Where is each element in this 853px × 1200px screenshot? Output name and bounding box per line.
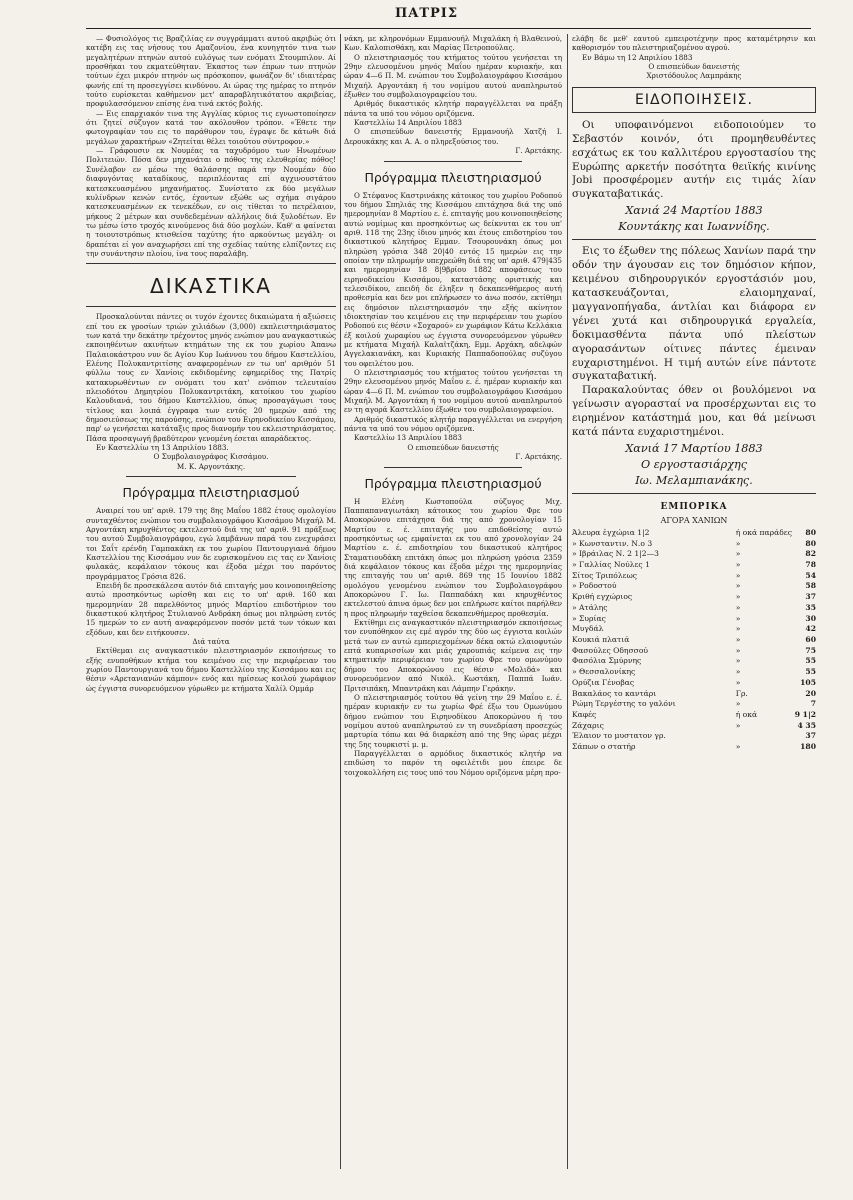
price-item: Κριθή εγχώριος — [572, 592, 633, 602]
auction-date: Καστελλίω 14 Απριλίου 1883 — [354, 118, 462, 128]
price-value: 30 — [805, 613, 816, 623]
auction-continuation: νάκη, με κληρονόμων Εμμανουήλ Μιχαλάκη ή Βλαθεινού, Κων. Καλοπισθάκη, και Μαρίας Πετροπούλας. — [344, 34, 562, 53]
price-unit: » — [735, 624, 741, 634]
price-item: Καφές — [572, 709, 597, 719]
auction-signature: Ο επισπεύδων δανειστής — [648, 62, 740, 72]
price-row — [572, 721, 816, 732]
column-divider — [567, 34, 568, 1169]
price-row — [572, 710, 816, 721]
section-rule — [86, 306, 336, 307]
price-item: Έλαιον το μυστατον γρ. — [572, 731, 666, 741]
auction-continuation: ελάβη δε μεθ' εαυτού εμπειροτέχνην προς καταμέτρησιν και καθορισμόν του πλειστηριαζομένου αγρού. — [572, 34, 816, 53]
section-rule — [126, 476, 296, 477]
price-row — [572, 549, 816, 560]
price-item: » Συρίας — [572, 613, 606, 623]
price-unit: ή οκά — [735, 709, 758, 719]
price-value: 82 — [805, 549, 816, 559]
news-item: — Εις επαρχιακόν τινα της Αγγλίας κύριος τις εγνωστοποίησεν ότι ζητεί σύζυγον κατά τον ακόλουθον τρόπον. «Έθετε την φωτογραφίαν του εις το παράθυρον του, έγραψε δε κάτωθι διά μεγάλων χαρακτήρων «Ζητείται θέλει τοιούτου σύντροφον.» — [86, 108, 336, 146]
price-value: 80 — [805, 527, 816, 537]
price-unit: » — [735, 699, 741, 709]
auction-heading: Πρόγραμμα πλειστηριασμού — [122, 485, 300, 501]
auction-paragraph: Αριθμός δικαστικός κλητήρ παραγγέλλεται να ενεργήση πάντα τα υπό του νόμου οριζόμενα. — [344, 414, 562, 434]
price-item: Ορύζια Γένοβας — [572, 677, 635, 687]
price-unit: Γρ. — [735, 688, 748, 698]
section-heading-notices: ΕΙΔΟΠΟΙΗΣΕΙΣ. — [572, 87, 816, 113]
auction-heading: Πρόγραμμα πλειστηριασμού — [364, 169, 542, 185]
section-heading-emporika: ΕΜΠΟΡΙΚΑ — [660, 501, 728, 512]
price-unit: ή οκά παράδες — [735, 527, 792, 537]
price-value: 55 — [805, 656, 816, 666]
price-item: Μυγδάλ — [572, 624, 604, 634]
price-row — [572, 699, 816, 710]
notice-signature: Ο εργοστασιάρχης — [640, 457, 747, 471]
price-item: Άλευρα ἐγχώρια 1|2 — [572, 527, 650, 537]
section-rule — [572, 239, 816, 240]
price-value: 9 1|2 — [794, 709, 816, 719]
price-item: Ζάχαρις — [572, 720, 604, 730]
price-value: 20 — [805, 688, 816, 698]
section-heading-dikastika: ΔΙΚΑΣΤΙΚΑ — [150, 274, 272, 299]
price-unit: » — [735, 635, 741, 644]
auction-paragraph: Ο Στέφανος Καστρινάκης κάτοικος του χωρίου Ροδοπού του δήμου Σπηλιάς της Κισσάμου επιτάχησα διά της υπό ημερομηνίαν 8 Μαρτίου ε. έ. επιταγής μου κοινοποιηθείσης αυτώ νομίμως και προσηκόντως ως δείκνυται εκ του υπ' αριθ. 118 της 23ης ίδιου μηνός και έτους επιδοτηρίου του δικαστικού κλητήρος Εμμαν. Τσουρουνάκη όπως μοι πληρώση γρόσια 348 20|40 εντός 15 ημερών εις την οποίαν την πληρωμήν υπεχρεώθη διά της υπ' αριθ. 479|435 και ημερομηνίαν 18 8|9βρίου 1882 αποφάσεως του ειρηνοδικείου Κισσάμου, καταστάσης οριστικής και τελεσιδίκου, επειδή δε έληξεν η δεκαπενθήμερος αυτή προθεσμία και δεν μοι επλήρωσεν το άνω ποσόν, εκτίθημι εις δημόσιον πλειστηριασμόν την εξής ακίνητον ιδιοκτησίαν του κειμένου εις την περιφέρειαν του χωρίου Ροδοπού εις θέσιν «Σοχαρού» εν χωράφιον Κάτω Κελλάκια έξ κοιλού χωραφίου ως έγγιστα συνορευόμενον γύρωθεν με κτήματα Μιχαήλ Καλαϊτζάκη, Εμμ. Αρχάκη, αδελφών Αγγελακιανάκη, και Κυριακής Παππαδοπούλας συζύγου του οφειλέτου μου. — [344, 190, 562, 368]
price-row — [572, 603, 816, 614]
price-unit: » — [735, 560, 741, 570]
price-unit: » — [735, 581, 741, 591]
auction-heading: Πρόγραμμα πλειστηριασμού — [364, 475, 542, 491]
auction-paragraph: Επειδή δε προσεκάλεσα αυτόν διά επιταγής μου κοινοποιηθείσης αυτώ προσηκόντως ωρίσθη και εις το υπ' αριθ. 160 και ημερομηνίαν 28 παρελθόντος μηνός Μαρτίου επιδοτήριον του δικαστικού κλητήρος Στυλιανού Ανδράκη όπως μοι πληρώση εντός 15 ημερών το εν αυτή αναφερόμενον ποσόν μετά των τόκων και εξόδων, και δεν ειτήκουσεν. — [86, 580, 336, 637]
price-row — [572, 592, 816, 603]
price-unit: » — [735, 667, 741, 677]
price-row — [572, 624, 816, 635]
price-value: 4 35 — [797, 720, 816, 730]
price-item: » Ατάλης — [572, 602, 608, 612]
price-row — [572, 731, 816, 742]
price-value: 37 — [805, 731, 816, 741]
auction-paragraph: Ο πλειστηριασμός του κτήματος τούτου γενήσεται τη 29ην ελευσομένου μηνός Μαΐου ημέραν κυριακήν, και ώραν 4—6 Π. Μ. ενώπιον του Συμβολαιογράφου Κισσάμου Μιχαήλ Αργοντάκη ή του νομίμου αυτού αναπληρωτού έξωθεν του συμβολαιογραφείου του. — [344, 52, 562, 100]
price-unit: » — [735, 720, 741, 730]
price-item: Κουκιά πλατιά — [572, 635, 630, 644]
price-value: 105 — [800, 677, 816, 687]
price-item: » Γαλλίας Νούλες 1 — [572, 560, 650, 570]
price-row — [572, 571, 816, 582]
auction-signature-name: Γ. Αρετάκης. — [515, 146, 562, 156]
auction-paragraph: Ο πλειστηριασμός του κτήματος τούτου γενήσεται τη 29ην ελευσομένου μηνός Μαΐου ε. έ. ημέραν κυριακήν και ώραν 4—6 Π. Μ. ενώπιον του συμβολαιογράφου Κισσάμου Μιχαήλ Μ. Αργοντάκη ή του νομίμου αυτού αναπληρωτού εν τη αγορά Καστελλίου έξωθεν του συμβολαιογραφείου. — [344, 368, 562, 415]
price-unit: » — [735, 613, 741, 623]
auction-signature-name: Χριστόδουλος Λαμπράκης — [646, 71, 742, 81]
notice-signature: Κουντάκης και Ιωαννίδης. — [618, 220, 770, 234]
price-value: 42 — [805, 624, 816, 634]
auction-date: Εν Βάμω τη 12 Απριλίου 1883 — [582, 52, 693, 62]
price-item: » Ιβράιλας Ν. 2 1|2—3 — [572, 549, 659, 559]
price-value: 180 — [800, 742, 816, 752]
price-value: 55 — [805, 667, 816, 677]
section-rule — [384, 467, 522, 468]
auction-signature: Ο επισπεύδων δανειστής Εμμανουήλ Χατζή Ι. Δερουκάκης και Α. Α. ο πληρεξούσιος του. — [344, 127, 562, 146]
price-item: Ρώμη Τεργέστης το γαλόνι — [572, 699, 676, 709]
price-item: Φασόλια Σμύρνης — [572, 656, 642, 666]
auction-signature-name: Γ. Αρετάκης. — [515, 452, 562, 462]
price-item: » Θεσσαλονίκης — [572, 667, 636, 677]
price-row — [572, 689, 816, 700]
auction-paragraph: Ο πλειστηριασμός τούτου θά γείνη την 29 Μαΐου ε. έ. ημέραν κυριακήν εν τω χωρίω Φρέ έξω του Ομωνύμου δήμου ενώπιον του Ειρηνοδίκου Αποκορώνου ή του νομίμου αυτού αναπληρωτού εν τη συνεδρίαση προσεχώς μαρτυρία τόπω και θά διαρκέση από της 9ης ώρας μέχρι της 5ης τουρκιστί μ. μ. — [344, 692, 562, 749]
price-row — [572, 656, 816, 667]
price-unit: » — [735, 742, 741, 752]
section-rule — [384, 161, 522, 162]
section-rule — [86, 263, 336, 264]
price-unit: » — [735, 602, 741, 612]
auction-subheading: Διά ταύτα — [192, 637, 230, 647]
news-item: — Φυσιολόγος τις Βραζιλίας εν συγγράμματι αυτού ακριβώς ότι κατέβη εις τας νήσους του Αμαζονίου, ένα κυνηγητόν τινα των μεγαλητέρων πτηνών αυτού ευλόγως των ενόματι Στουμπιλον. Αί προσθήκαι του εκματεύθηταν. Έκαστος των έπρων των πτηνών τούτων έχει μικρόν πτηνόν ως πρόσκοπον, φωνάζον δι' ιδιαιτέρας φωνής επί τη προσεγγίσει κινδύνου. Αι ώρας της ημέρας το πτηνόν τούτο ευρίσκεται καθήμενον μετ' απαραβλητικότατου ακριβείας, προφυλασσόμενον επίσης ένα τινά εκτός βολής. — [86, 34, 336, 109]
price-row — [572, 614, 816, 625]
price-unit: » — [735, 677, 741, 687]
price-row — [572, 539, 816, 550]
price-unit: » — [735, 592, 741, 602]
column-right — [572, 34, 816, 753]
price-item: Βακαλάος το καντάρι — [572, 688, 657, 698]
price-value: 7 — [810, 699, 816, 709]
auction-paragraph: Αναιρεί του υπ' αριθ. 179 της 8ης Μαΐου 1882 έτους ομολογίου συνταχθέντος ενώπιον του συμβολαιογράφου Κισσάμου Μιχαήλ Μ. Αργοντάκη κηρυχθέντος εκτελεστού διά της υπ' αριθ. 91 πράξεως του αυτού Συμβολαιογράφου, εγώ λαμβάνων παρά του ενεχυράσει τοι Σαΐτ ερένδη Γαμπακάκη εκ του χωρίου Παντουργιανά δήμου Καστελλίου της Κισσάμου νυν δε ευρισκομένου εις τας εν Χανίοις φυλακάς, κεφάλαιον τόκους και έξοδα μέχρι του παρόντος προγράμματος Γρόσια 826. — [86, 506, 336, 581]
legal-notice-signature-name: Μ. Κ. Αργοντάκης. — [176, 461, 246, 471]
price-row — [572, 667, 816, 678]
price-item: » Ροδοστού — [572, 581, 617, 591]
price-row — [572, 581, 816, 592]
auction-paragraph: Εκτίθημι εις αναγκαστικόν πλειστηριασμόν εκποιήσεως τον ενυπόθηκον εις εμέ αγρόν της δύο ως έγγιστα κοιλών μετά των εν αυτώ εμπεριεχομένων δέκα οκτώ ελαιοφυτών επτά κυπαρισσίων και μιάς χαρουπιάς κείμενα εις την κτηματικήν περιφέρειαν του χωρίου Φρε του ομωνύμου δήμου του Αποκορώνου εις θέσιν «Μολιδά» και συνορευόμενον από Νικόλ. Κωστάκη, Παππά Ιωάν. Πριτσιπάκη, Μπαντράκη και Λάμπην Γεράκην. — [344, 618, 562, 693]
price-unit — [736, 731, 792, 742]
market-heading: ΑΓΟΡΑ ΧΑΝΙΩΝ — [660, 515, 728, 525]
price-unit: » — [735, 645, 741, 655]
notice-body: Παρακαλούντας όθεν οι βουλόμενοι να γείνωσιν αγορασταί να προσέρχωνται εις το ειρημένον κατάστημά μου, και θά μείνωσι κατά πάντα ευχαριστημένοι. — [572, 384, 816, 439]
price-table-body — [572, 528, 816, 753]
masthead-title: ΠΑΤΡΙΣ — [394, 6, 459, 21]
price-row — [572, 635, 816, 646]
price-table — [572, 528, 816, 753]
price-value: 54 — [805, 570, 816, 580]
column-middle — [344, 34, 562, 777]
legal-notice-signature: Ο Συμβολαιογράφος Κισσάμου. — [153, 452, 269, 462]
notice-body: Εις το έξωθεν της πόλεως Χανίων παρά την οδόν την άγουσαν εις τον δημόσιον κήπον, κειμένου σιδηρουργικόν εργοστάσιόν μου, κατασκευάζονται, ελαιομηχαναί, μαγγανοπήγαδα, άντλίαι και διάφορα εν γένει χυτά και σιδηρουργικά εργαλεία, δοκιμασθέντα πάντα υπό πλείστων αγορασάντων οίτινες πάντες έμειναν ευχαριστημένοι. Η τιμή αυτών είνε πάντοτε συγκαταβατική. — [572, 245, 816, 383]
price-unit: » — [735, 549, 741, 559]
auction-date: Καστελλίω 13 Απριλίου 1883 — [354, 433, 462, 443]
legal-notice-date: Εν Καστελλίω τη 13 Απριλίου 1883. — [96, 443, 229, 453]
price-item: Σάπων ο στατήρ — [572, 742, 636, 752]
notice-date: Χανιά 24 Μαρτίου 1883 — [625, 204, 763, 218]
notice-signature-name: Ιω. Μελαμπιανάκης. — [635, 473, 753, 487]
legal-notice-body: Προσκαλούνται πάντες οι τυχόν έχοντες δικαιώματα ή αξιώσεις επί του εκ γροσίων τριών χιλιάδων (3,000) εκπλειστηριάσματος των κατά την δεκάτην τρέχοντος μηνός ενώπιον μου αναγκαστικώς εκποιηθέντων ακινήτων κτημάτων της εκ του χωρίου Άπανω Παλαιοκάστρου νυν δε Αγίου Κυρ Ιωάννου του δήμου Καστελλίου, Ελένης Πολυκαντριτίσης αναφερομένων εν τω υπ' αριθμόν 51 φύλλω τους εν Χανίοις εκδιδομένης εφημερίδος της Πατρίς κατακυρωθέντων εν ονόματι του κατ' ενόπιον τελευταίου πλειοδότου Δημητρίου Πολυκαντριτάκη, κατοίκου του χωρίου Καλουδιανά, του δήμου Καστελλίου, όπως προσαγάγωσι τους τίτλους και λοιπά έγγραφα των εντός 20 ημερών από της δημοσιεύσεως της παρούσης, ενώπιον του Ειρηνοδικείου Κισσάμου, παρ' ω γενήσεται κατάταξις προς διανομήν του εκλειστηριάσματος. Πάσα προσαγωγή βραδύτερον γενομένη έσεται απαράδεκτος. — [86, 312, 336, 443]
price-value: 80 — [805, 538, 816, 548]
price-row — [572, 528, 816, 539]
price-value: 60 — [805, 635, 816, 644]
notice-date: Χανιά 17 Μαρτίου 1883 — [625, 441, 763, 455]
auction-signature: Ο επισπεύδων δανειστής — [407, 442, 499, 452]
price-row — [572, 560, 816, 571]
auction-paragraph: Αριθμός δικαστικός κλητήρ παραγγέλλεται να πράξη πάντα τα υπό του νόμου οριζόμενα. — [344, 99, 562, 118]
notice-body: Οι υποφαινόμενοι ειδοποιούμεν το Σεβαστόν κοινόν, ότι προμηθευθέντες εσχάτως εκ του καλλιτέρου εργοστασίου της Ευρώπης αρκετήν ποσότητα θειϊκής κινίνης Jobi προσφέρομεν αυτήν εις τιμάς λίαν συγκαταβατικάς. — [572, 118, 816, 201]
price-value: 35 — [805, 602, 816, 612]
news-item: — Γράφουσιν εκ Νουμέας τα ταχυδρόμου των Ηνωμένων Πολιτειών. Πόσα δεν μηχανάται ο πόθος της ελευθερίας πόθος! Συνέλαβον εν μέσω της θαλάσσης παρά την Νουμέαν δύο διαφυγόντας καταδίκους, περιπλέοντας επί αγχινουστάτου κατεσκευασμένου μηχανήματος. Συνίστατο εκ δύο μεγάλων κυλίνδρων κενών εντός, έχοντων εξώθε ως σχήμα σιγάρου κατεσκευασμένων εκ τενεκέδων, εν οις τίθεται το πετρέλαιον, μήκους 2 μέτρων και συνδεδεμένων αλλήλοις διά ξυλοδέτων. Εν τω μέσω ίστο τροχός κινούμενος διά δύο μοχλών. Καθ' α φαίνεται η τοιουτοτρόπως κτισθείσα ταχύτης ήτο αρκούντως μεγάλη· οι δραπέται εί γον αναχωρήσει επί της σχεδίας ταύτης ελπίζοντες εις την συνάντησιν πλοίου, ίνα τους παραλάβη. — [86, 146, 336, 258]
price-unit: » — [735, 570, 741, 580]
section-rule — [572, 493, 816, 494]
price-value: 58 — [805, 581, 816, 591]
price-row — [572, 678, 816, 689]
price-row — [572, 742, 816, 753]
price-value: 75 — [805, 645, 816, 655]
auction-paragraph: Η Ελένη Κωστοπούλα σύζυγος Μιχ. Παππαπαναγιωτάκη κάτοικος του χωρίου Φρε του Αποκορώνου επιτάχησα διά της από χρονολογίαν 15 Μαρτίου ε. έ. επιταγής μου επιδοθείσης αυτώ προσηκόντως ως εμφαίνεται εκ του από χρονολογίαν 24 Μαρτίου ε. έ. επιδοτηρίου του δικαστικού κλητήρος Σταματιουδάκη επιτάκη όπως μοι πληρώση γρόσια 2359 διά κεφάλαιον τόκους και έξοδα μέχρι της ημερομηνίας της επιταγής του υπ' αριθ. 869 της 15 Ιουνίου 1882 ομολόγου γενομένου ενώπιον του Συμβολαιογράφου Αποκορώνου Γ. Ιω. Παππαδάκη και κηρυχθέντος εκτελεστού άπινα όμως δεν μοι επλήρωσε καίτοι παρήλθεν η προς πληρωμήν ταχθείσα δεκαπενθήμερος προθεσμία. — [344, 496, 562, 618]
price-item: Φασούλες Οδησσού — [572, 645, 649, 655]
masthead-rule — [86, 28, 811, 29]
column-left — [86, 34, 336, 693]
price-unit: » — [735, 538, 741, 548]
price-value: 37 — [805, 592, 816, 602]
auction-paragraph: Εκτίθεμαι εις αναγκαστικόν πλειστηριασμόν εκποιήσεως το εξής ενυποθήκων κτήμα του κειμένου εις την περιφέρειαν του χωρίου Παντουργιανά του δήμου Καστελλίου της Κισσάμου και εις θέσιν «Αρετανιανών κάμπον» ενός και ημίσεως κοιλού χωράφιον ώς έγγιστα συνορευόμενον γύρωθεν με κτήματα Χαλίλ Ομμάρ — [86, 646, 336, 693]
auction-paragraph: Παραγγέλλεται ο αρμόδιος δικαστικός κλητήρ να επιδώση το παρόν τη οφειλέτιδι μου έπειρε δε τοιχοκολλήση εις τους υπό του Νόμου οριζόμενα μέρη προ- — [344, 748, 562, 777]
column-divider — [340, 34, 341, 1169]
price-value: 78 — [805, 560, 816, 570]
price-row — [572, 646, 816, 657]
price-item: Σίτος Τριπόλεως — [572, 570, 638, 580]
price-item: » Κωνσταντιν. Ν.ο 3 — [572, 538, 653, 548]
price-unit: » — [735, 656, 741, 666]
